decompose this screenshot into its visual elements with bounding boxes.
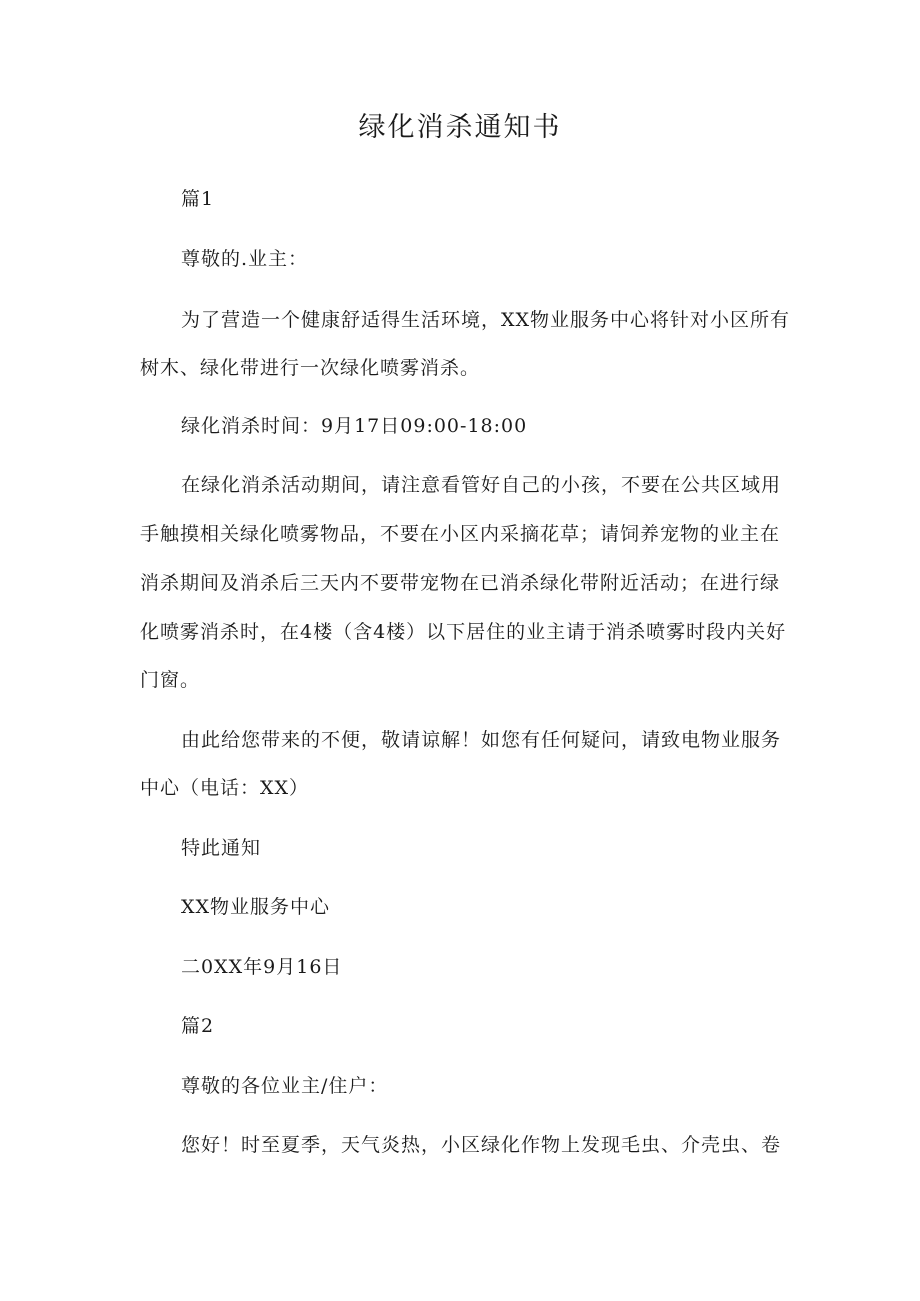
paragraph-line: 手触摸相关绿化喷雾物品，不要在小区内采摘花草；请饲养宠物的业主在	[140, 523, 781, 545]
section-heading-1: 篇1	[181, 188, 215, 210]
paragraph-line: 化喷雾消杀时，在4楼（含4楼）以下居住的业主请于消杀喷雾时段内关好	[140, 621, 787, 643]
paragraph-line: 您好！时至夏季，天气炎热，小区绿化作物上发现毛虫、介壳虫、卷	[181, 1134, 782, 1156]
paragraph-line: 为了营造一个健康舒适得生活环境，XX物业服务中心将针对小区所有	[181, 309, 791, 331]
salutation: 尊敬的各位业主/住户：	[181, 1075, 389, 1097]
paragraph-line: 树木、绿化带进行一次绿化喷雾消杀。	[140, 357, 481, 379]
notice-date: 二0XX年9月16日	[181, 956, 343, 978]
paragraph-line: 消杀期间及消杀后三天内不要带宠物在已消杀绿化带附近活动；在进行绿	[140, 572, 781, 594]
disinfection-time: 绿化消杀时间：9月17日09:00-18:00	[181, 415, 528, 437]
closing-text: 特此通知	[181, 837, 262, 859]
sender-name: XX物业服务中心	[181, 896, 331, 918]
paragraph-line: 门窗。	[140, 669, 201, 691]
document-title: 绿化消杀通知书	[358, 112, 562, 143]
paragraph-line: 在绿化消杀活动期间，请注意看管好自己的小孩，不要在公共区域用	[181, 474, 782, 496]
salutation: 尊敬的.业主：	[181, 248, 309, 270]
section-heading-2: 篇2	[181, 1015, 215, 1037]
paragraph-line: 由此给您带来的不便，敬请谅解！如您有任何疑问，请致电物业服务	[181, 729, 782, 751]
paragraph-line: 中心（电话：XX）	[140, 777, 310, 799]
